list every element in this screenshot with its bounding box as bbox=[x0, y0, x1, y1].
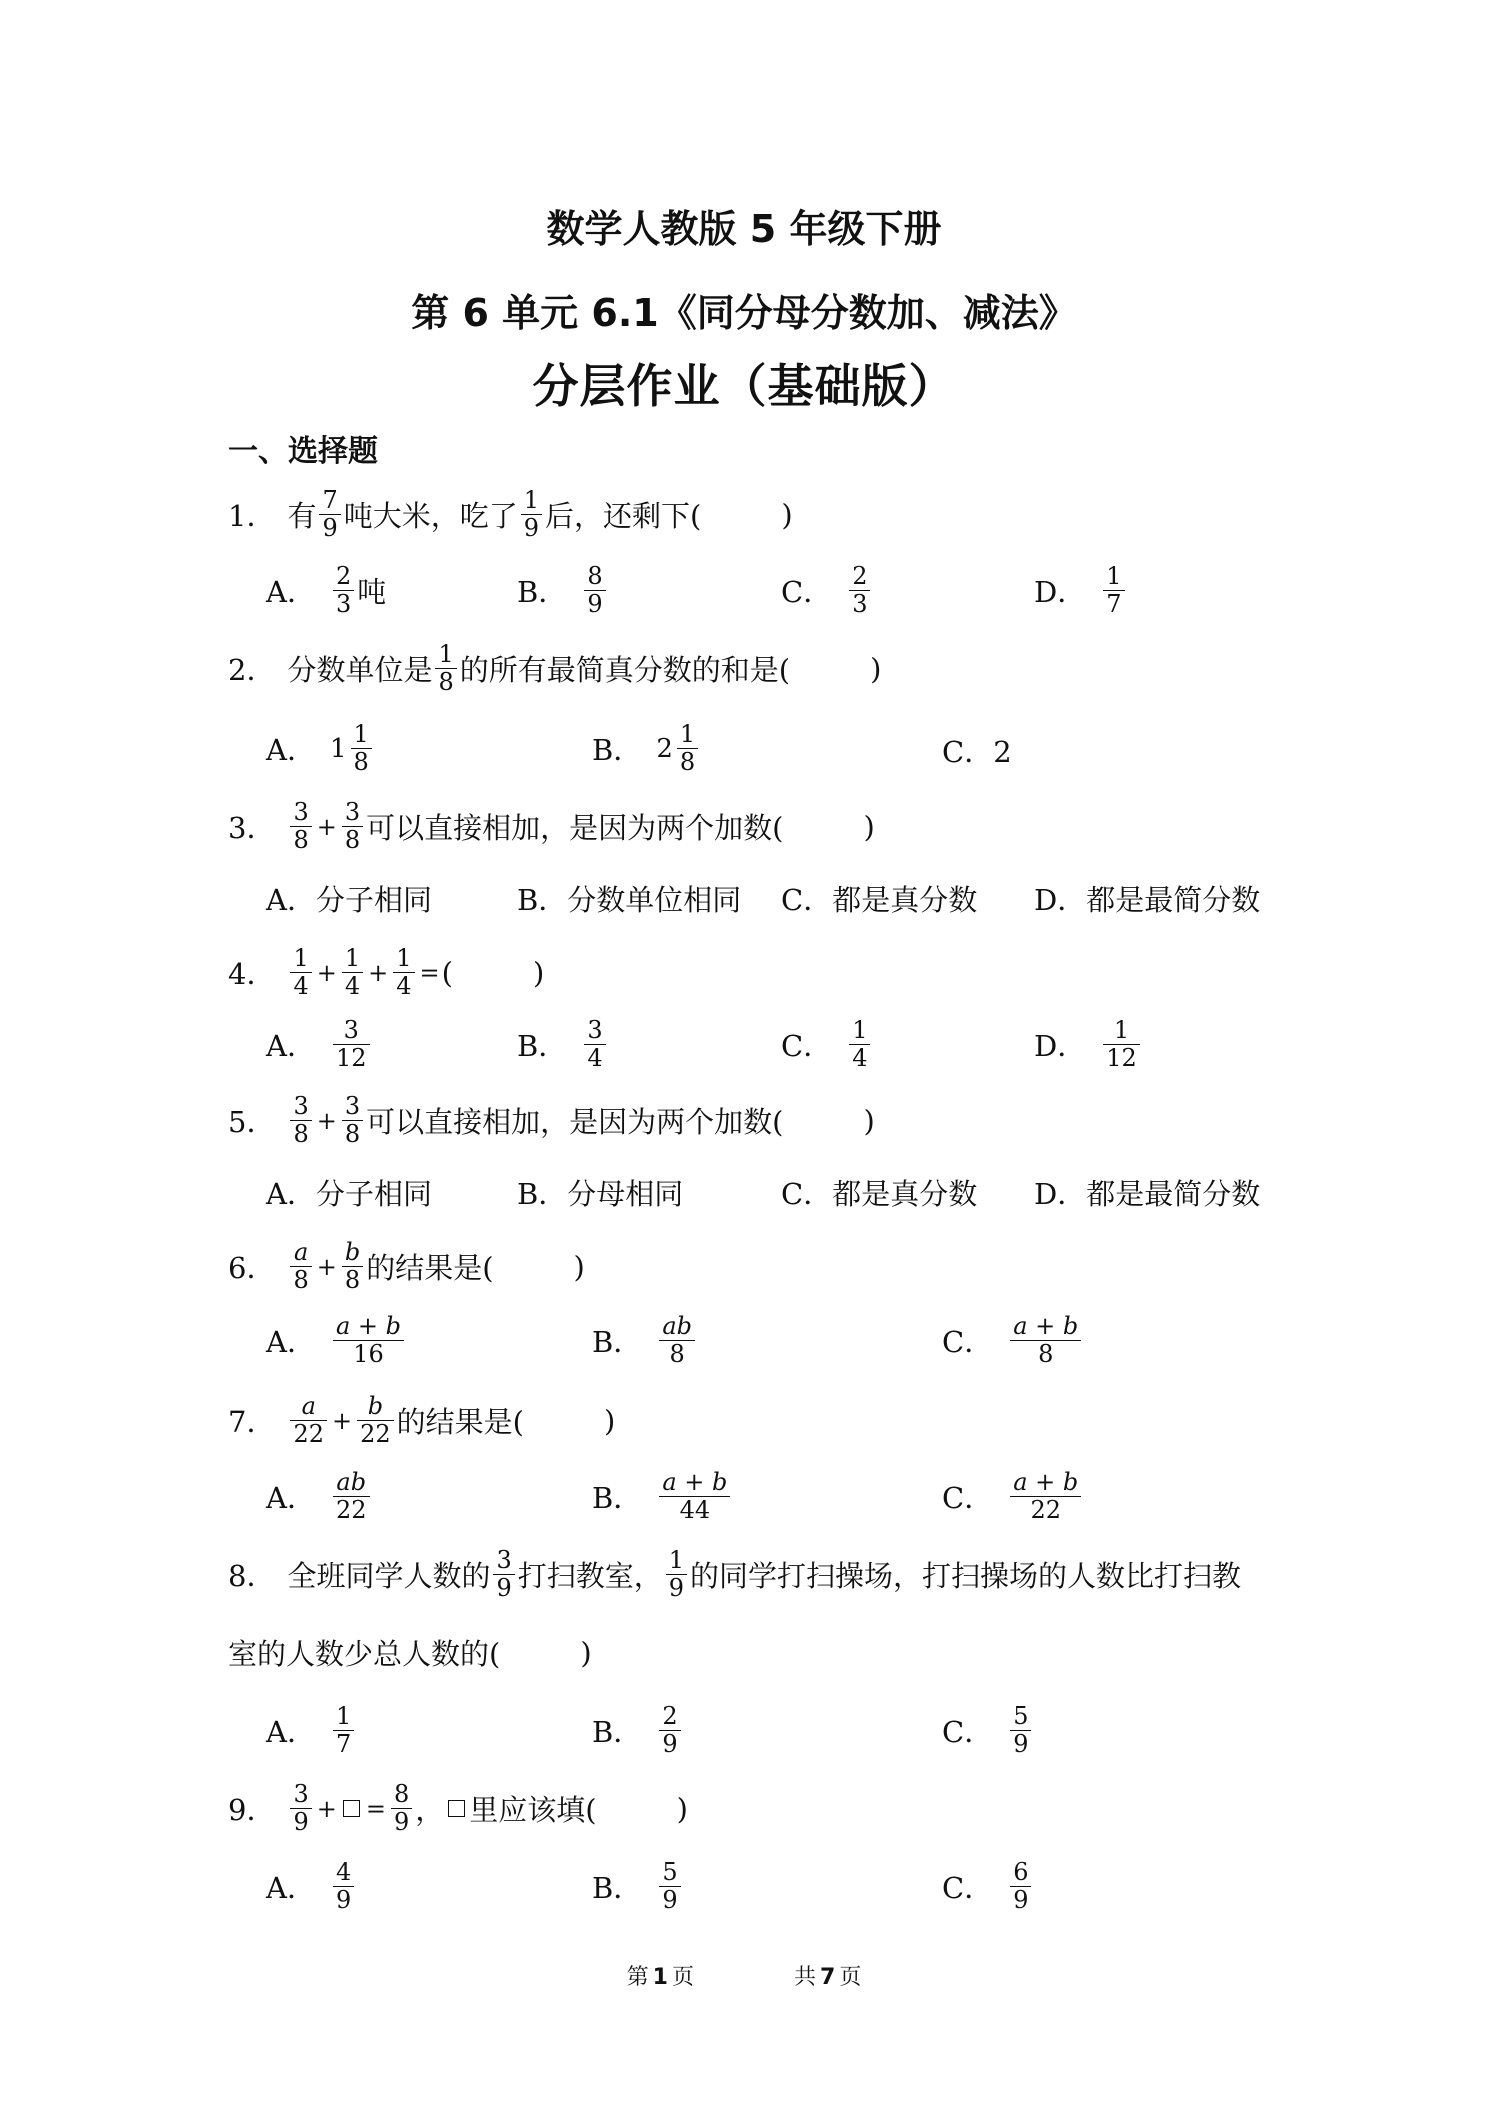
question-text: 的结果是( bbox=[396, 1405, 524, 1440]
denominator: 8 bbox=[344, 826, 361, 855]
option-d[interactable] bbox=[1034, 564, 1128, 617]
option-b[interactable] bbox=[592, 1860, 684, 1913]
denominator: 9 bbox=[1013, 1886, 1029, 1915]
fraction bbox=[319, 488, 340, 541]
denominator: 8 bbox=[438, 668, 454, 697]
denominator: 8 bbox=[679, 748, 696, 777]
fraction bbox=[391, 1782, 412, 1835]
fraction bbox=[290, 1782, 311, 1835]
option-b[interactable] bbox=[592, 722, 701, 775]
numerator: 2 bbox=[662, 1702, 678, 1730]
denominator: 8 bbox=[353, 748, 369, 777]
numerator: 2 bbox=[335, 562, 352, 590]
fraction bbox=[342, 800, 363, 853]
fraction bbox=[493, 1548, 514, 1601]
option-label: B． bbox=[592, 1481, 643, 1516]
denominator: 9 bbox=[662, 1886, 678, 1915]
numerator: 3 bbox=[496, 1546, 512, 1574]
question-text: 的同学打扫操场，打扫操场的人数比打扫教 bbox=[690, 1559, 1242, 1594]
fraction bbox=[1010, 1314, 1081, 1367]
fraction bbox=[521, 488, 542, 541]
question-text: 有 bbox=[287, 499, 317, 534]
fraction bbox=[849, 1018, 870, 1071]
question-text: ) bbox=[573, 1249, 585, 1284]
question-text: 的结果是( bbox=[366, 1251, 494, 1286]
equals-sign: = bbox=[365, 1794, 386, 1823]
numerator: 7 bbox=[322, 486, 338, 514]
plus-sign: + bbox=[316, 1106, 337, 1135]
numerator: 1 bbox=[679, 720, 696, 748]
plus-sign: + bbox=[316, 1794, 337, 1823]
numerator: 6 bbox=[1013, 1858, 1029, 1886]
fraction bbox=[290, 800, 311, 853]
denominator: 8 bbox=[344, 1120, 361, 1149]
option-c[interactable] bbox=[942, 730, 1012, 771]
numerator: 3 bbox=[344, 798, 361, 826]
question-text: ( bbox=[441, 955, 453, 990]
option-label: A． bbox=[266, 1871, 316, 1906]
fraction bbox=[659, 1314, 695, 1367]
denominator: 9 bbox=[496, 1574, 512, 1603]
denominator: 9 bbox=[393, 1808, 410, 1837]
fraction bbox=[290, 1240, 311, 1293]
denominator: 4 bbox=[396, 972, 412, 1001]
denominator: 8 bbox=[293, 826, 309, 855]
numerator: 3 bbox=[293, 798, 309, 826]
numerator: 3 bbox=[344, 1092, 361, 1120]
question-text: 里应该填( bbox=[469, 1793, 597, 1828]
question-number: 1． bbox=[228, 499, 276, 534]
option-label: C． bbox=[942, 1325, 994, 1360]
denominator: 7 bbox=[1106, 590, 1122, 619]
fraction bbox=[1010, 1704, 1031, 1757]
question-text: 分数单位是 bbox=[287, 653, 433, 688]
document-subtitle: 第 6 单元 6.1《同分母分数加、减法》 bbox=[411, 291, 1077, 335]
question-text: 全班同学人数的 bbox=[287, 1559, 491, 1594]
numerator: 1 bbox=[523, 486, 540, 514]
footer-text: 页 bbox=[839, 1965, 862, 1990]
option-label: C．2 bbox=[942, 735, 1012, 769]
document-heading: 分层作业（基础版） bbox=[532, 359, 956, 413]
document-title: 数学人教版 5 年级下册 bbox=[546, 207, 942, 251]
numerator: a + b bbox=[662, 1468, 728, 1496]
footer-text: 页 bbox=[671, 1965, 694, 1990]
fraction bbox=[333, 1470, 370, 1523]
option-label: A． bbox=[266, 1715, 316, 1750]
fraction bbox=[333, 1704, 354, 1757]
fraction bbox=[290, 1094, 311, 1147]
question-number: 3． bbox=[228, 811, 276, 846]
option-b[interactable] bbox=[517, 1018, 609, 1071]
numerator: a + b bbox=[1013, 1468, 1079, 1496]
question-number: 6． bbox=[228, 1251, 276, 1286]
option-a[interactable] bbox=[266, 1860, 357, 1913]
option-c[interactable]: C．都是真分数 bbox=[781, 883, 978, 917]
mixed-number bbox=[330, 722, 375, 775]
fraction bbox=[666, 1548, 687, 1601]
numerator: 1 bbox=[1113, 1016, 1130, 1044]
option-b[interactable] bbox=[592, 1704, 684, 1757]
fraction bbox=[342, 946, 363, 999]
numerator: 5 bbox=[662, 1858, 678, 1886]
numerator: a bbox=[293, 1238, 309, 1266]
total-pages-number: 7 bbox=[820, 1965, 836, 1990]
section-heading: 一、选择题 bbox=[228, 434, 378, 469]
numerator: a bbox=[301, 1392, 316, 1420]
option-label: D． bbox=[1034, 575, 1087, 610]
option-c[interactable] bbox=[942, 1704, 1034, 1757]
denominator: 9 bbox=[1013, 1730, 1029, 1759]
numerator: 1 bbox=[438, 640, 454, 668]
denominator: 3 bbox=[852, 590, 868, 619]
option-label: B． bbox=[592, 1325, 643, 1360]
denominator: 9 bbox=[293, 1808, 309, 1837]
option-c[interactable] bbox=[942, 1470, 1084, 1523]
question-text: ) bbox=[603, 1403, 616, 1438]
option-a[interactable] bbox=[266, 1314, 407, 1367]
numerator: b bbox=[367, 1392, 384, 1420]
denominator: 8 bbox=[293, 1120, 309, 1149]
option-c[interactable] bbox=[942, 1860, 1034, 1913]
question-text: 可以直接相加，是因为两个加数( bbox=[366, 811, 784, 846]
denominator: 4 bbox=[852, 1044, 868, 1073]
denominator: 4 bbox=[293, 972, 309, 1001]
option-label: B． bbox=[592, 1871, 643, 1906]
footer-text: 共 bbox=[794, 1965, 817, 1990]
numerator: 1 bbox=[353, 720, 369, 748]
numerator: 3 bbox=[343, 1016, 359, 1044]
option-label: C． bbox=[781, 575, 833, 610]
fraction bbox=[1010, 1860, 1031, 1913]
numerator: 4 bbox=[335, 1858, 352, 1886]
option-b[interactable] bbox=[592, 1470, 733, 1523]
question-text: 室的人数少总人数的( bbox=[228, 1637, 501, 1671]
plus-sign: + bbox=[368, 958, 389, 987]
option-d[interactable]: D．都是最简分数 bbox=[1034, 1177, 1261, 1211]
denominator: 8 bbox=[344, 1266, 361, 1295]
denominator: 8 bbox=[1038, 1340, 1054, 1369]
numerator: 8 bbox=[393, 1780, 410, 1808]
fraction bbox=[659, 1860, 680, 1913]
denominator: 9 bbox=[335, 1886, 352, 1915]
numerator: 2 bbox=[852, 562, 868, 590]
option-b[interactable]: B．分母相同 bbox=[517, 1177, 684, 1211]
numerator: 8 bbox=[587, 562, 603, 590]
question-5 bbox=[228, 1094, 875, 1147]
mixed-number bbox=[656, 722, 701, 775]
denominator: 22 bbox=[360, 1420, 391, 1449]
numerator: 1 bbox=[668, 1546, 685, 1574]
question-text: ， bbox=[415, 1793, 445, 1828]
question-9 bbox=[228, 1782, 688, 1835]
denominator: 4 bbox=[587, 1044, 603, 1073]
option-c[interactable] bbox=[781, 564, 873, 617]
equals-sign: = bbox=[419, 958, 440, 987]
question-number: 7． bbox=[228, 1405, 276, 1440]
fraction bbox=[333, 1314, 404, 1367]
question-text: 可以直接相加，是因为两个加数( bbox=[366, 1105, 784, 1140]
question-4 bbox=[228, 946, 544, 999]
fraction bbox=[584, 1018, 605, 1071]
footer-text: 第 bbox=[626, 1965, 649, 1990]
denominator: 8 bbox=[293, 1266, 309, 1295]
fraction bbox=[333, 1018, 370, 1071]
numerator: 1 bbox=[1106, 562, 1122, 590]
numerator: 1 bbox=[344, 944, 361, 972]
option-a[interactable] bbox=[266, 1704, 357, 1757]
question-8-continued bbox=[228, 1632, 592, 1673]
question-1 bbox=[228, 488, 793, 541]
denominator: 44 bbox=[679, 1496, 711, 1525]
question-text: 后，还剩下( bbox=[545, 499, 702, 534]
question-number: 9． bbox=[228, 1793, 276, 1828]
numerator: ab bbox=[662, 1312, 692, 1340]
option-label: B． bbox=[517, 1029, 568, 1064]
question-text: ) bbox=[580, 1635, 592, 1670]
denominator: 3 bbox=[335, 590, 352, 619]
option-label: C． bbox=[942, 1481, 994, 1516]
fraction bbox=[290, 1394, 327, 1447]
fraction bbox=[342, 1094, 363, 1147]
denominator: 12 bbox=[335, 1044, 367, 1073]
fraction bbox=[393, 946, 414, 999]
denominator: 22 bbox=[293, 1420, 324, 1449]
option-a[interactable]: A．分子相同 bbox=[266, 1177, 432, 1211]
option-a[interactable] bbox=[266, 1470, 373, 1523]
question-7 bbox=[228, 1394, 615, 1447]
option-a[interactable] bbox=[266, 1018, 373, 1071]
option-a[interactable] bbox=[266, 564, 386, 617]
question-text: ) bbox=[863, 1103, 875, 1138]
question-8 bbox=[228, 1548, 1241, 1601]
question-number: 5． bbox=[228, 1105, 276, 1140]
option-label: B． bbox=[592, 1715, 643, 1750]
plus-sign: + bbox=[316, 958, 337, 987]
denominator: 7 bbox=[335, 1730, 352, 1759]
blank-box-icon bbox=[343, 1800, 360, 1817]
question-3 bbox=[228, 800, 875, 853]
fraction bbox=[584, 564, 605, 617]
option-c[interactable] bbox=[781, 1018, 873, 1071]
question-number: 8． bbox=[228, 1559, 276, 1594]
denominator: 16 bbox=[353, 1340, 384, 1369]
numerator: 3 bbox=[293, 1780, 309, 1808]
current-page-number: 1 bbox=[652, 1965, 668, 1990]
numerator: 3 bbox=[293, 1092, 309, 1120]
fraction bbox=[290, 946, 311, 999]
numerator: a + b bbox=[335, 1312, 401, 1340]
question-text: 的所有最简真分数的和是( bbox=[459, 653, 791, 688]
option-c[interactable]: C．都是真分数 bbox=[781, 1177, 978, 1211]
option-label: A． bbox=[266, 733, 316, 768]
numerator: 5 bbox=[1013, 1702, 1029, 1730]
question-2 bbox=[228, 642, 881, 695]
fraction bbox=[1103, 564, 1124, 617]
option-unit: 吨 bbox=[357, 575, 387, 610]
option-label: C． bbox=[942, 1871, 994, 1906]
numerator: b bbox=[344, 1238, 361, 1266]
whole-part: 1 bbox=[329, 733, 347, 764]
plus-sign: + bbox=[316, 812, 337, 841]
denominator: 22 bbox=[335, 1496, 367, 1525]
denominator: 8 bbox=[669, 1340, 685, 1369]
fraction bbox=[849, 564, 870, 617]
fraction bbox=[1103, 1018, 1140, 1071]
option-b[interactable]: B．分数单位相同 bbox=[517, 883, 742, 917]
question-number: 4． bbox=[228, 957, 276, 992]
fraction bbox=[333, 564, 354, 617]
fraction bbox=[342, 1240, 363, 1293]
option-a[interactable] bbox=[266, 722, 375, 775]
whole-part: 2 bbox=[656, 733, 673, 764]
plus-sign: + bbox=[316, 1252, 337, 1281]
denominator: 22 bbox=[1030, 1496, 1061, 1525]
denominator: 4 bbox=[344, 972, 361, 1001]
option-label: A． bbox=[266, 575, 316, 610]
fraction bbox=[357, 1394, 394, 1447]
fraction bbox=[677, 722, 698, 775]
option-c[interactable] bbox=[942, 1314, 1084, 1367]
question-text: ) bbox=[863, 809, 875, 844]
denominator: 9 bbox=[587, 590, 603, 619]
option-label: A． bbox=[266, 1481, 316, 1516]
question-6 bbox=[228, 1240, 585, 1293]
question-text: 打扫教室， bbox=[517, 1559, 663, 1594]
numerator: ab bbox=[336, 1468, 367, 1496]
option-label: C． bbox=[942, 1715, 994, 1750]
option-a[interactable]: A．分子相同 bbox=[266, 883, 432, 917]
fraction bbox=[659, 1704, 680, 1757]
denominator: 9 bbox=[523, 514, 540, 543]
denominator: 9 bbox=[668, 1574, 685, 1603]
numerator: 1 bbox=[335, 1702, 352, 1730]
numerator: 1 bbox=[293, 944, 309, 972]
numerator: 3 bbox=[587, 1016, 603, 1044]
question-text: ) bbox=[676, 1791, 688, 1826]
option-label: C． bbox=[781, 1029, 833, 1064]
numerator: a + b bbox=[1013, 1312, 1079, 1340]
denominator: 12 bbox=[1106, 1044, 1137, 1073]
option-label: B． bbox=[517, 575, 568, 610]
fraction bbox=[659, 1470, 730, 1523]
option-label: A． bbox=[266, 1325, 316, 1360]
option-label: D． bbox=[1034, 1029, 1087, 1064]
fraction bbox=[333, 1860, 354, 1913]
fraction bbox=[435, 642, 456, 695]
numerator: 1 bbox=[852, 1016, 868, 1044]
question-text: ) bbox=[870, 651, 882, 686]
option-d[interactable]: D．都是最简分数 bbox=[1034, 883, 1261, 917]
page-footer bbox=[0, 1960, 1488, 1991]
option-label: A． bbox=[266, 1029, 316, 1064]
option-b[interactable] bbox=[517, 564, 609, 617]
fraction bbox=[351, 722, 372, 775]
question-text: ) bbox=[532, 955, 545, 990]
question-number: 2． bbox=[228, 653, 276, 688]
question-text: ) bbox=[781, 497, 793, 532]
denominator: 9 bbox=[662, 1730, 678, 1759]
question-text: 吨大米，吃了 bbox=[343, 499, 518, 534]
plus-sign: + bbox=[332, 1406, 353, 1435]
fraction bbox=[1010, 1470, 1081, 1523]
denominator: 9 bbox=[322, 514, 338, 543]
option-label: B． bbox=[592, 733, 643, 768]
numerator: 1 bbox=[396, 944, 412, 972]
option-d[interactable] bbox=[1034, 1018, 1143, 1071]
blank-box-icon bbox=[448, 1800, 465, 1817]
option-b[interactable] bbox=[592, 1314, 698, 1367]
